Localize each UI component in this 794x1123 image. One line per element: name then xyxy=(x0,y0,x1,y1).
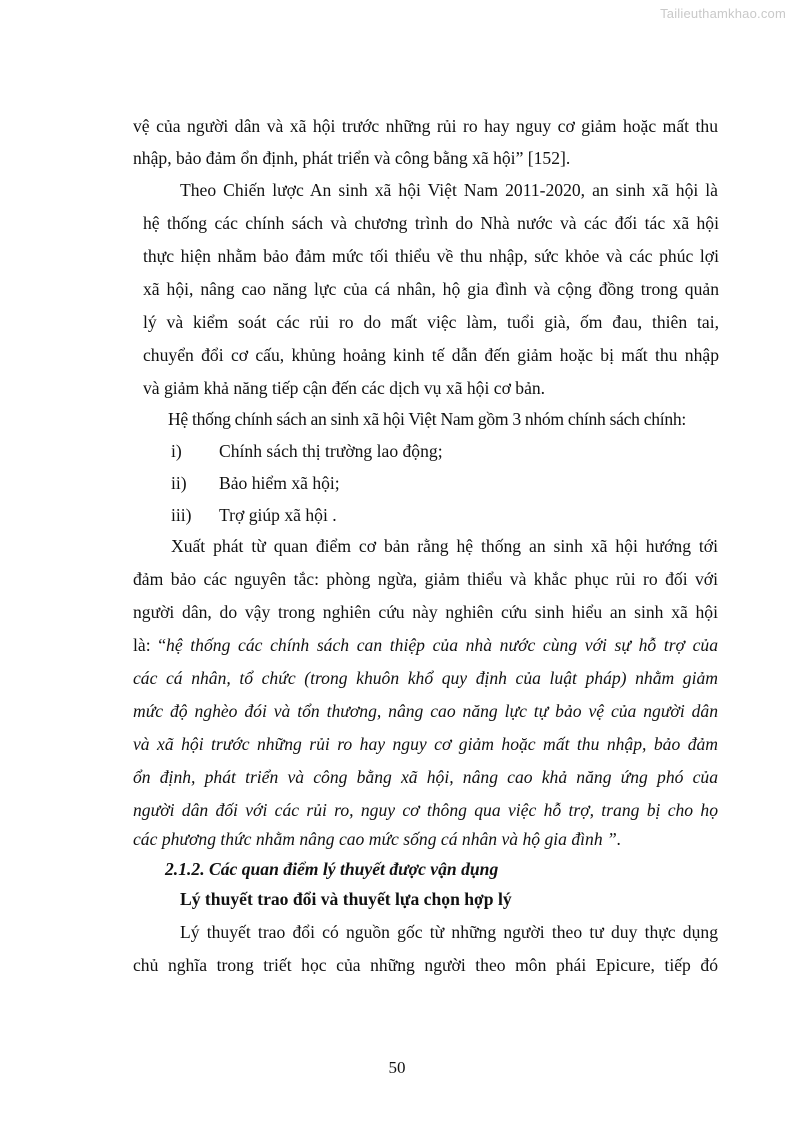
quote-start: hệ thống các chính sách can thiệp của nhà nước cùng với sự hỗ trợ của xyxy=(166,635,718,655)
watermark: Tailieuthamkhao.com xyxy=(660,6,786,21)
paragraph-2-line-5: lý và kiểm soát các rủi ro do mất việc làm, tuổi già, ốm đau, thiên tai, xyxy=(143,312,719,332)
paragraph-2-line-3: thực hiện nhằm bảo đảm mức tối thiểu về thu nhập, sức khỏe và các phúc lợi xyxy=(143,246,719,266)
paragraph-4-line-1: Xuất phát từ quan điểm cơ bản rằng hệ thống an sinh xã hội hướng tới xyxy=(171,536,718,556)
paragraph-2-line-2: hệ thống các chính sách và chương trình do Nhà nước và các đối tác xã hội xyxy=(143,213,719,233)
list-item-2: Bảo hiểm xã hội; xyxy=(219,473,340,493)
quote-line-7: các phương thức nhằm nâng cao mức sống cá nhân và hộ gia đình ”. xyxy=(133,829,622,849)
paragraph-5-line-2: chủ nghĩa trong triết học của những người theo môn phái Epicure, tiếp đó xyxy=(133,955,718,975)
list-number-2: ii) xyxy=(171,473,187,493)
quote-line-2: các cá nhân, tổ chức (trong khuôn khổ quy định của luật pháp) nhằm giảm xyxy=(133,668,718,688)
paragraph-1-line-2: nhập, bảo đảm ổn định, phát triển và công bằng xã hội” [152]. xyxy=(133,148,571,168)
paragraph-4-line-2: đảm bảo các nguyên tắc: phòng ngừa, giảm thiểu và khắc phục rủi ro đối với xyxy=(133,569,718,589)
list-number-1: i) xyxy=(171,441,182,461)
paragraph-5-line-1: Lý thuyết trao đổi có nguồn gốc từ những người theo tư duy thực dụng xyxy=(180,922,718,942)
list-item-1: Chính sách thị trường lao động; xyxy=(219,441,443,461)
paragraph-2-line-7: và giảm khả năng tiếp cận đến các dịch vụ xã hội cơ bản. xyxy=(143,378,546,398)
paragraph-1-line-1: vệ của người dân và xã hội trước những rủi ro hay nguy cơ giảm hoặc mất thu xyxy=(133,116,718,136)
paragraph-3: Hệ thống chính sách an sinh xã hội Việt Nam gồm 3 nhóm chính sách chính: xyxy=(168,409,686,429)
paragraph-2-line-6: chuyển đổi cơ cấu, khủng hoảng kinh tế dẫn đến giảm hoặc bị mất thu nhập xyxy=(143,345,719,365)
paragraph-4-line-4 xyxy=(133,634,718,656)
quote-line-5: ổn định, phát triển và công bằng xã hội, nâng cao khả năng ứng phó của xyxy=(133,767,718,787)
paragraph-2-line-4: xã hội, nâng cao năng lực của cá nhân, hộ gia đình và cộng đồng trong quản xyxy=(143,279,719,299)
paragraph-2-line-1: Theo Chiến lược An sinh xã hội Việt Nam 2011-2020, an sinh xã hội là xyxy=(180,180,718,200)
subheading: Lý thuyết trao đổi và thuyết lựa chọn hợp lý xyxy=(180,889,512,909)
quote-line-3: mức độ nghèo đói và tổn thương, nâng cao năng lực tự bảo vệ của người dân xyxy=(133,701,718,721)
paragraph-4-line-3: người dân, do vậy trong nghiên cứu này nghiên cứu sinh hiểu an sinh xã hội xyxy=(133,602,718,622)
quote-prefix: là: “ xyxy=(133,635,167,655)
list-item-3: Trợ giúp xã hội . xyxy=(219,505,337,525)
list-number-3: iii) xyxy=(171,505,192,525)
quote-line-4: và xã hội trước những rủi ro hay nguy cơ giảm hoặc mất thu nhập, bảo đảm xyxy=(133,734,718,754)
quote-line-6: người dân đối với các rủi ro, nguy cơ thông qua việc hỗ trợ, trang bị cho họ xyxy=(133,800,718,820)
page-number: 50 xyxy=(388,1058,406,1077)
section-heading: 2.1.2. Các quan điểm lý thuyết được vận dụng xyxy=(165,859,499,879)
